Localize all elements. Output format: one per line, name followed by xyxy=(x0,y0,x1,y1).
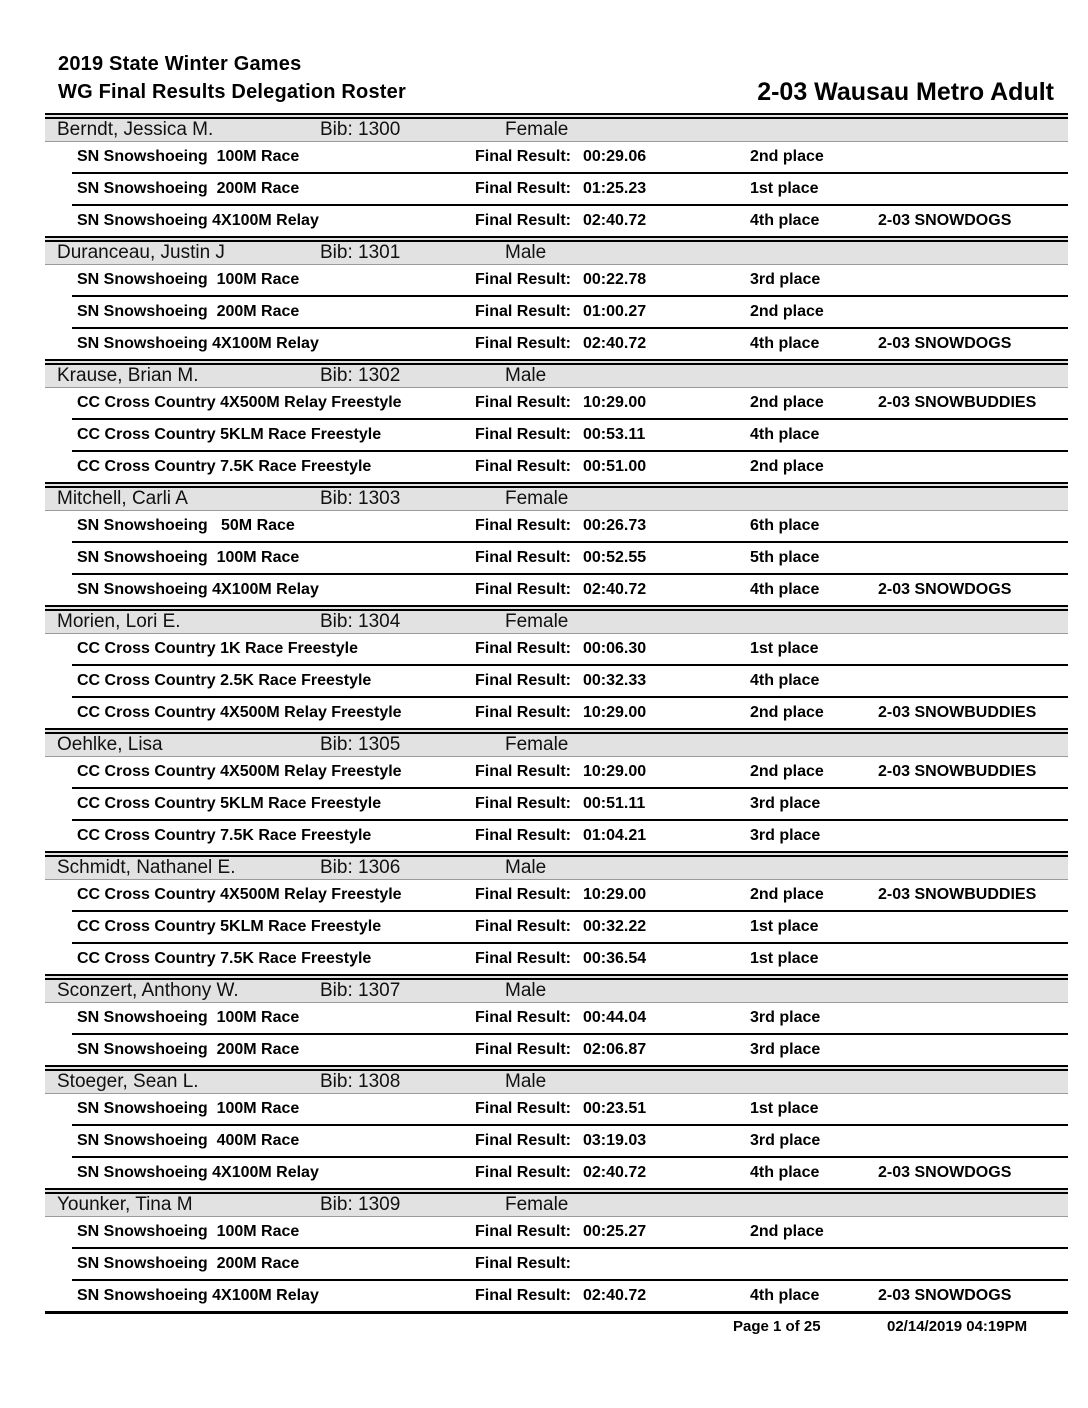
final-result-value: 00:36.54 xyxy=(583,950,647,967)
bib-number: Bib: 1307 xyxy=(320,980,401,1001)
event-name: SN Snowshoeing 4X100M Relay xyxy=(77,335,319,352)
final-result-label: Final Result: xyxy=(475,763,572,780)
athlete-header-row xyxy=(45,482,1068,511)
team-name: 2-03 SNOWDOGS xyxy=(878,212,1012,229)
place: 6th place xyxy=(750,517,820,534)
athlete-name: Schmidt, Nathanel E. xyxy=(57,857,236,878)
gender: Female xyxy=(505,119,569,140)
bib-number: Bib: 1304 xyxy=(320,611,401,632)
event-name: SN Snowshoeing 200M Race xyxy=(77,303,300,320)
event-name: SN Snowshoeing 100M Race xyxy=(77,549,300,566)
event-name: CC Cross Country 4X500M Relay Freestyle xyxy=(77,886,402,903)
final-result-value: 10:29.00 xyxy=(583,886,647,903)
event-name: CC Cross Country 7.5K Race Freestyle xyxy=(77,827,372,844)
athlete-name: Duranceau, Justin J xyxy=(57,242,225,263)
final-result-value: 00:25.27 xyxy=(583,1223,647,1240)
event-row xyxy=(72,634,1068,666)
bib-number: Bib: 1305 xyxy=(320,734,401,755)
final-result-label: Final Result: xyxy=(475,303,572,320)
final-result-label: Final Result: xyxy=(475,918,572,935)
event-row xyxy=(72,821,1068,851)
athlete-header-row xyxy=(45,1065,1068,1094)
event-row xyxy=(72,1249,1068,1281)
team-name: 2-03 SNOWDOGS xyxy=(878,335,1012,352)
final-result-value: 00:44.04 xyxy=(583,1009,647,1026)
event-name: SN Snowshoeing 4X100M Relay xyxy=(77,1164,319,1181)
bib-number: Bib: 1300 xyxy=(320,119,401,140)
report-header xyxy=(45,50,1068,106)
athlete-name: Morien, Lori E. xyxy=(57,611,181,632)
event-row xyxy=(72,1094,1068,1126)
page-number: Page 1 of 25 xyxy=(733,1318,821,1335)
final-result-value: 00:51.00 xyxy=(583,458,647,475)
final-result-value: 01:00.27 xyxy=(583,303,647,320)
final-result-value: 00:29.06 xyxy=(583,148,647,165)
event-name: SN Snowshoeing 200M Race xyxy=(77,1255,300,1272)
event-row xyxy=(72,329,1068,359)
final-result-value: 10:29.00 xyxy=(583,394,647,411)
final-result-label: Final Result: xyxy=(475,1009,572,1026)
final-result-label: Final Result: xyxy=(475,1223,572,1240)
event-name: SN Snowshoeing 400M Race xyxy=(77,1132,300,1149)
event-row xyxy=(72,174,1068,206)
place: 4th place xyxy=(750,335,820,352)
place: 3rd place xyxy=(750,271,821,288)
place: 1st place xyxy=(750,640,819,657)
final-result-label: Final Result: xyxy=(475,394,572,411)
place: 4th place xyxy=(750,581,820,598)
place: 4th place xyxy=(750,1287,820,1304)
event-row xyxy=(72,543,1068,575)
place: 3rd place xyxy=(750,795,821,812)
final-result-label: Final Result: xyxy=(475,704,572,721)
place: 2nd place xyxy=(750,886,824,903)
final-result-label: Final Result: xyxy=(475,827,572,844)
final-result-label: Final Result: xyxy=(475,640,572,657)
place: 2nd place xyxy=(750,704,824,721)
final-result-value: 02:40.72 xyxy=(583,1164,647,1181)
event-name: CC Cross Country 4X500M Relay Freestyle xyxy=(77,394,402,411)
final-result-label: Final Result: xyxy=(475,517,572,534)
final-result-label: Final Result: xyxy=(475,795,572,812)
place: 2nd place xyxy=(750,458,824,475)
final-result-value: 02:40.72 xyxy=(583,1287,647,1304)
team-name: 2-03 SNOWBUDDIES xyxy=(878,763,1037,780)
event-name: CC Cross Country 5KLM Race Freestyle xyxy=(77,918,382,935)
final-result-label: Final Result: xyxy=(475,1287,572,1304)
event-name: SN Snowshoeing 200M Race xyxy=(77,1041,300,1058)
event-name: SN Snowshoeing 100M Race xyxy=(77,1223,300,1240)
event-name: CC Cross Country 7.5K Race Freestyle xyxy=(77,458,372,475)
final-result-label: Final Result: xyxy=(475,1132,572,1149)
event-row xyxy=(72,388,1068,420)
final-result-value: 00:23.51 xyxy=(583,1100,647,1117)
final-result-value: 01:25.23 xyxy=(583,180,647,197)
final-result-value: 00:06.30 xyxy=(583,640,647,657)
final-result-label: Final Result: xyxy=(475,950,572,967)
event-row xyxy=(72,944,1068,974)
event-name: SN Snowshoeing 4X100M Relay xyxy=(77,1287,319,1304)
final-result-label: Final Result: xyxy=(475,148,572,165)
final-result-label: Final Result: xyxy=(475,212,572,229)
gender: Female xyxy=(505,488,569,509)
place: 4th place xyxy=(750,672,820,689)
place: 2nd place xyxy=(750,1223,824,1240)
athlete-name: Younker, Tina M xyxy=(57,1194,193,1215)
final-result-value: 03:19.03 xyxy=(583,1132,647,1149)
report-title-line2: WG Final Results Delegation Roster xyxy=(58,81,406,103)
bib-number: Bib: 1309 xyxy=(320,1194,401,1215)
event-row xyxy=(72,1003,1068,1035)
final-result-label: Final Result: xyxy=(475,180,572,197)
final-result-value: 00:51.11 xyxy=(583,795,646,812)
gender: Female xyxy=(505,611,569,632)
final-result-value: 02:40.72 xyxy=(583,212,647,229)
event-name: CC Cross Country 5KLM Race Freestyle xyxy=(77,795,382,812)
athlete-header-row xyxy=(45,728,1068,757)
place: 1st place xyxy=(750,950,819,967)
event-row xyxy=(72,880,1068,912)
gender: Male xyxy=(505,857,547,878)
athlete-header-row xyxy=(45,236,1068,265)
print-timestamp: 02/14/2019 04:19PM xyxy=(887,1318,1028,1335)
gender: Male xyxy=(505,365,547,386)
event-row xyxy=(72,698,1068,728)
event-name: SN Snowshoeing 100M Race xyxy=(77,1009,300,1026)
gender: Male xyxy=(505,980,547,1001)
final-result-label: Final Result: xyxy=(475,1164,572,1181)
event-name: SN Snowshoeing 4X100M Relay xyxy=(77,212,319,229)
event-name: SN Snowshoeing 4X100M Relay xyxy=(77,581,319,598)
place: 1st place xyxy=(750,180,819,197)
final-result-label: Final Result: xyxy=(475,1255,572,1272)
event-row xyxy=(72,666,1068,698)
event-name: CC Cross Country 5KLM Race Freestyle xyxy=(77,426,382,443)
final-result-value: 10:29.00 xyxy=(583,704,647,721)
final-result-value: 00:32.22 xyxy=(583,918,647,935)
athlete-header-row xyxy=(45,359,1068,388)
event-name: SN Snowshoeing 200M Race xyxy=(77,180,300,197)
final-result-value: 01:04.21 xyxy=(583,827,647,844)
athlete-name: Krause, Brian M. xyxy=(57,365,199,386)
event-name: CC Cross Country 1K Race Freestyle xyxy=(77,640,358,657)
bib-number: Bib: 1303 xyxy=(320,488,401,509)
athlete-name: Stoeger, Sean L. xyxy=(57,1071,199,1092)
event-row xyxy=(72,206,1068,236)
place: 2nd place xyxy=(750,394,824,411)
final-result-value: 02:06.87 xyxy=(583,1041,647,1058)
delegation-title: 2-03 Wausau Metro Adult xyxy=(757,78,1054,106)
place: 3rd place xyxy=(750,1132,821,1149)
final-result-label: Final Result: xyxy=(475,549,572,566)
athlete-header-row xyxy=(45,1188,1068,1217)
athlete-header-row xyxy=(45,605,1068,634)
report-titles xyxy=(45,50,406,106)
final-result-value: 00:52.55 xyxy=(583,549,647,566)
place: 3rd place xyxy=(750,1041,821,1058)
place: 3rd place xyxy=(750,1009,821,1026)
team-name: 2-03 SNOWBUDDIES xyxy=(878,886,1037,903)
bib-number: Bib: 1308 xyxy=(320,1071,401,1092)
event-row xyxy=(72,1217,1068,1249)
event-name: SN Snowshoeing 100M Race xyxy=(77,148,300,165)
event-row xyxy=(72,912,1068,944)
final-result-label: Final Result: xyxy=(475,886,572,903)
event-row xyxy=(72,452,1068,482)
report-title-line1: 2019 State Winter Games xyxy=(58,53,302,75)
event-name: SN Snowshoeing 100M Race xyxy=(77,271,300,288)
final-result-value: 00:22.78 xyxy=(583,271,647,288)
event-row xyxy=(72,297,1068,329)
final-result-label: Final Result: xyxy=(475,335,572,352)
place: 4th place xyxy=(750,1164,820,1181)
event-row xyxy=(72,142,1068,174)
athlete-header-row xyxy=(45,974,1068,1003)
team-name: 2-03 SNOWDOGS xyxy=(878,1164,1012,1181)
event-name: SN Snowshoeing 50M Race xyxy=(77,517,295,534)
gender: Male xyxy=(505,1071,547,1092)
place: 2nd place xyxy=(750,303,824,320)
event-row xyxy=(72,265,1068,297)
final-result-value: 10:29.00 xyxy=(583,763,647,780)
athlete-header-row xyxy=(45,113,1068,142)
final-result-value: 02:40.72 xyxy=(583,581,647,598)
event-row xyxy=(72,1158,1068,1188)
athlete-name: Oehlke, Lisa xyxy=(57,734,163,755)
bib-number: Bib: 1301 xyxy=(320,242,401,263)
place: 2nd place xyxy=(750,763,824,780)
final-result-value: 02:40.72 xyxy=(583,335,647,352)
event-name: SN Snowshoeing 100M Race xyxy=(77,1100,300,1117)
gender: Female xyxy=(505,1194,569,1215)
final-result-label: Final Result: xyxy=(475,1041,572,1058)
event-row xyxy=(72,511,1068,543)
place: 4th place xyxy=(750,426,820,443)
roster-table xyxy=(45,113,1068,1314)
event-row xyxy=(72,789,1068,821)
final-result-value: 00:32.33 xyxy=(583,672,647,689)
bib-number: Bib: 1302 xyxy=(320,365,401,386)
event-row xyxy=(72,1035,1068,1065)
bib-number: Bib: 1306 xyxy=(320,857,401,878)
final-result-label: Final Result: xyxy=(475,1100,572,1117)
final-result-label: Final Result: xyxy=(475,581,572,598)
athlete-name: Sconzert, Anthony W. xyxy=(57,980,239,1001)
place: 4th place xyxy=(750,212,820,229)
event-row xyxy=(72,420,1068,452)
place: 1st place xyxy=(750,1100,819,1117)
final-result-value: 00:26.73 xyxy=(583,517,647,534)
event-row xyxy=(72,1281,1068,1311)
event-row xyxy=(72,1126,1068,1158)
team-name: 2-03 SNOWDOGS xyxy=(878,1287,1012,1304)
event-name: CC Cross Country 4X500M Relay Freestyle xyxy=(77,763,402,780)
event-row xyxy=(72,575,1068,605)
gender: Female xyxy=(505,734,569,755)
event-name: CC Cross Country 7.5K Race Freestyle xyxy=(77,950,372,967)
event-name: CC Cross Country 4X500M Relay Freestyle xyxy=(77,704,402,721)
place: 5th place xyxy=(750,549,820,566)
place: 3rd place xyxy=(750,827,821,844)
athlete-header-row xyxy=(45,851,1068,880)
team-name: 2-03 SNOWDOGS xyxy=(878,581,1012,598)
place: 1st place xyxy=(750,918,819,935)
team-name: 2-03 SNOWBUDDIES xyxy=(878,704,1037,721)
final-result-label: Final Result: xyxy=(475,458,572,475)
page-footer xyxy=(45,1314,1068,1344)
gender: Male xyxy=(505,242,547,263)
final-result-label: Final Result: xyxy=(475,271,572,288)
athlete-name: Mitchell, Carli A xyxy=(57,488,188,509)
final-result-value: 00:53.11 xyxy=(583,426,646,443)
event-name: CC Cross Country 2.5K Race Freestyle xyxy=(77,672,372,689)
athlete-name: Berndt, Jessica M. xyxy=(57,119,214,140)
final-result-label: Final Result: xyxy=(475,426,572,443)
final-result-label: Final Result: xyxy=(475,672,572,689)
team-name: 2-03 SNOWBUDDIES xyxy=(878,394,1037,411)
event-row xyxy=(72,757,1068,789)
place: 2nd place xyxy=(750,148,824,165)
